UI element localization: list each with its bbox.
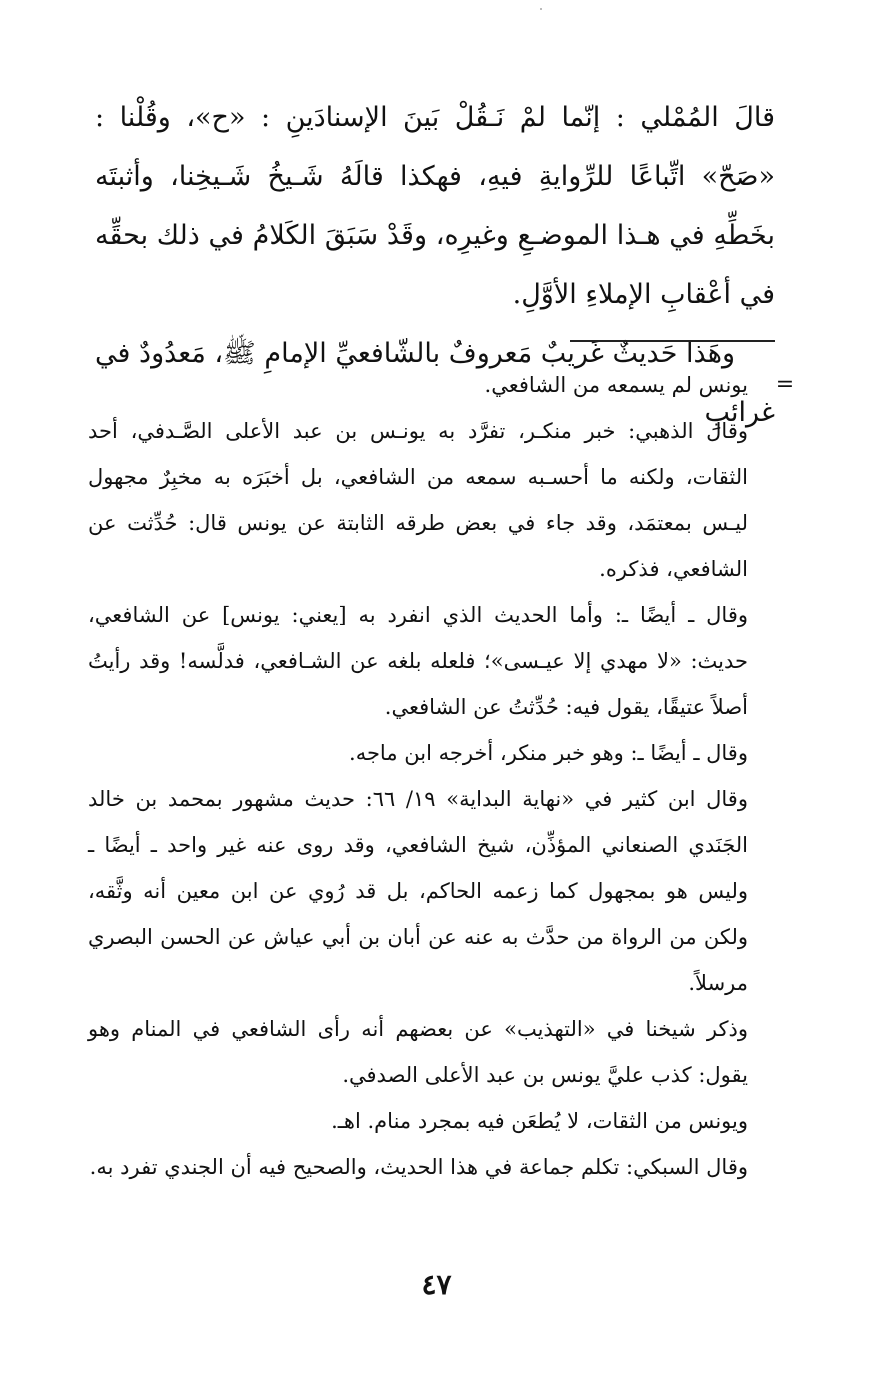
main-paragraph-1: قالَ المُمْلي : إنّما لمْ نَـقُلْ بَينَ الإسنادَينِ : «ح»، وقُلْنا : «صَحّ» اتِّباعًا للرِّوايةِ فيهِ، فهكذا قالَهُ شَـيخُ شَـيخِنا، وأثبتَه بخَطِّهِ في هـذا الموضـعِ وغيرِه، وقَدْ سَبَقَ الكَلامُ في ذلك بحقِّه في أعْقابِ الإملاءِ الأوَّلِ. [95,102,775,310]
footnotes [88,362,748,1190]
footnote-paragraph-1: يونس لم يسمعه من الشافعي. [484,373,748,397]
footnote-paragraph-5: وقال ابن كثير في «نهاية البداية» ١٩/ ٦٦: حديث مشهور بمحمد بن خالد الجَنَدي الصنعاني المؤذِّن، شيخ الشافعي، وقد روى عنه غير واحد ـ أيضًا ـ وليس هو بمجهول كما زعمه الحاكم، بل قد رُوي عن ابن معين أنه وثَّقه، ولكن من الرواة من حدَّث به عنه عن أبان بن أبي عياش عن الحسن البصري مرسلاً. [88,787,748,995]
footnote-paragraph-3: وقال ـ أيضًا ـ: وأما الحديث الذي انفرد به [يعني: يونس] عن الشافعي، حديث: «لا مهدي إلا عيـسى»؛ فلعله بلغه عن الشـافعي، فدلَّسه! وقد رأيتُ أصلاً عتيقًا، يقول فيه: حُدِّثتُ عن الشافعي. [88,603,748,719]
scan-speck [540,8,542,10]
page-number: ٤٧ [421,1268,452,1301]
footnote-paragraph-7: ويونس من الثقات، لا يُطعَن فيه بمجرد منام. اهـ. [331,1109,748,1133]
footnote-paragraph-4: وقال ـ أيضًا ـ: وهو خبر منكر، أخرجه ابن ماجه. [349,741,748,765]
footnote-paragraph-6: وذكر شيخنا في «التهذيب» عن بعضهم أنه رأى الشافعي في المنام وهو يقول: كذب عليَّ يونس بن عبد الأعلى الصدفي. [88,1017,748,1087]
footnote-paragraph-8: وقال السبكي: تكلم جماعة في هذا الحديث، والصحيح فيه أن الجندي تفرد به. [89,1155,748,1179]
footnote-separator [570,340,775,342]
footnote-paragraph-2: وقال الذهبي: خبر منكـر، تفرَّد به يونـس بن عبد الأعلى الصَّـدفي، أحد الثقات، ولكنه ما أحسـبه سمعه من الشافعي، بل أخبَرَه به مخبِرٌ مجهول ليـس بمعتمَد، وقد جاء في بعض طرقه الثابتة عن يونس قال: حُدِّثت عن الشافعي، فذكره. [88,419,748,581]
main-paragraph-2: وهَذا حَديثٌ غَريبٌ مَعروفٌ بالشّافعيِّ الإمامِ ﷺ، مَعدُودٌ في غرائبِ [95,338,775,428]
footnote-continuation-marker: = [775,372,795,397]
